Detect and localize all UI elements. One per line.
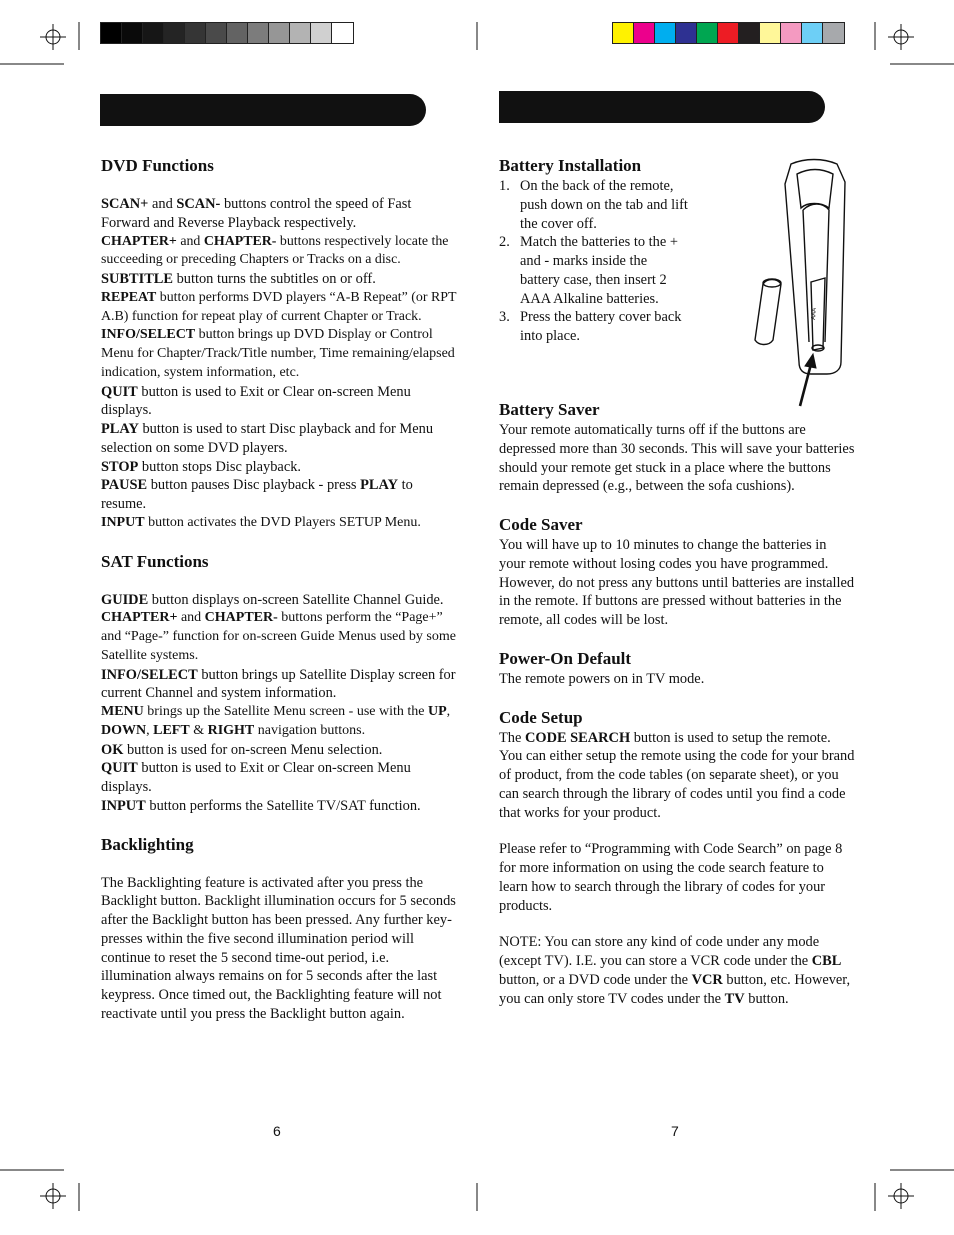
sat-functions-heading: SAT Functions [101,551,209,571]
grayscale-swatch-strip [100,22,354,44]
battery-step: 3. Press the battery cover back into place. [499,309,682,344]
battery-label: AAA [811,307,818,321]
stop-paragraph: STOP button stops Disc playback. [101,458,302,475]
code-search-reference-paragraph: Please refer to “Programming with Code Search” on page 8 for more information on using the code search feature to learn how to search through the library of codes for your products. [499,841,843,914]
sat-input-paragraph: INPUT button performs the Satellite TV/SAT function. [101,797,421,814]
scan-paragraph: SCAN+ and SCAN- buttons control the speed of Fast Forward and Reverse Playback respectively. [101,196,412,231]
ok-paragraph: OK button is used for on-screen Menu selection. [101,741,383,758]
backlighting-heading: Backlighting [101,834,194,854]
gray-swatch [185,23,206,43]
guide-paragraph: GUIDE button displays on-screen Satellite Channel Guide. [101,591,444,608]
subtitle-paragraph: SUBTITLE button turns the subtitles on or off. [101,271,376,287]
gray-swatch [227,23,248,43]
battery-installation-heading: Battery Installation [499,156,642,175]
battery-step: 1. On the back of the remote, push down on the tab and lift the cover off. [499,178,688,232]
battery-steps-list [499,177,689,346]
color-swatch [823,23,844,43]
page-number-right: 7 [671,1123,679,1139]
pause-paragraph: PAUSE button pauses Disc playback - press PLAY to resume. [101,477,413,512]
battery-step: 2. Match the batteries to the + and - marks inside the battery case, then insert 2 AAA Alkaline batteries. [499,234,678,307]
code-saver-section [499,514,855,630]
sat-chapter-paragraph: CHAPTER+ and CHAPTER- buttons perform the “Page+” and “Page-” function for on-screen Guide Menus used by some Satellite systems. [101,610,456,663]
menu-paragraph: MENU brings up the Satellite Menu screen - use with the UP, DOWN, LEFT & RIGHT navigation buttons. [101,704,451,738]
gray-swatch [248,23,269,43]
gray-swatch [332,23,353,43]
power-on-default-section [499,648,855,689]
sat-quit-paragraph: QUIT button is used to Exit or Clear on-screen Menu displays. [101,760,411,795]
color-swatch [697,23,718,43]
color-swatch [781,23,802,43]
code-setup-heading: Code Setup [499,707,583,727]
input-paragraph: INPUT button activates the DVD Players SETUP Menu. [101,514,421,530]
gray-swatch [122,23,143,43]
remote-battery-illustration [745,152,855,412]
chapter-paragraph: CHAPTER+ and CHAPTER- buttons respectively locate the succeeding or preceding Chapters or Tracks on a disc. [101,233,449,268]
page-number-left: 6 [273,1123,281,1139]
dvd-functions-heading: DVD Functions [101,156,214,175]
code-setup-section [499,707,855,1009]
left-column [101,155,461,1042]
color-swatch [739,23,760,43]
gray-swatch [269,23,290,43]
gray-swatch [143,23,164,43]
color-swatch-strip [612,22,845,44]
gray-swatch [101,23,122,43]
gray-swatch [290,23,311,43]
right-header-bar [499,91,825,123]
code-note-paragraph: NOTE: You can store any kind of code under any mode (except TV). I.E. you can store a VCR code under the CBL button, or a DVD code under the VCR button, etc. However, you can only store TV codes under the TV button. [499,934,851,1007]
color-swatch [655,23,676,43]
power-on-default-paragraph: The remote powers on in TV mode. [499,670,705,687]
gray-swatch [164,23,185,43]
color-swatch [613,23,634,43]
color-swatch [760,23,781,43]
battery-saver-section [499,399,855,496]
backlighting-section [101,834,461,1024]
code-setup-paragraph: The CODE SEARCH button is used to setup the remote. You can either setup the remote using the code for your brand of product, from the code tables (on separate sheet), or you can search through the library of codes until you find a code that works for your product. [499,729,855,821]
battery-saver-paragraph: Your remote automatically turns off if the buttons are depressed more than 30 seconds. This will save your batteries should your remote get stuck in a place where the buttons remain depressed (e.g., between the sofa cushions). [499,422,855,495]
color-swatch [634,23,655,43]
power-on-default-heading: Power-On Default [499,648,632,668]
gray-swatch [311,23,332,43]
info-select-paragraph: INFO/SELECT button brings up DVD Display or Control Menu for Chapter/Track/Title number, Time remaining/elapsed indication, system information, etc. [101,327,455,380]
backlighting-paragraph: The Backlighting feature is activated after you press the Backlight button. Backlight illumination occurs for 5 seconds after the Backlight button has been pressed. Any further key-presses within the five second illumination period will continue to reset the 5 second time-out period, i.e. illumination always remains on for 5 seconds after the last keypress. Once timed out, the Backlighting feature will not reactivate until you press the Backlight button again. [101,874,456,1022]
code-saver-paragraph: You will have up to 10 minutes to change the batteries in your remote without losing codes you have programmed. However, do not press any buttons until batteries are installed in the remote. If buttons are pressed without batteries in the remote, all codes will be lost. [499,537,855,628]
color-swatch [718,23,739,43]
color-swatch [676,23,697,43]
color-swatch [802,23,823,43]
dvd-functions-section [101,155,461,533]
sat-functions-section [101,551,461,816]
code-saver-heading: Code Saver [499,515,583,534]
battery-saver-heading: Battery Saver [499,400,600,419]
left-header-bar [100,94,426,126]
quit-paragraph: QUIT button is used to Exit or Clear on-screen Menu displays. [101,383,411,419]
gray-swatch [206,23,227,43]
repeat-paragraph: REPEAT button performs DVD players “A-B Repeat” (or RPT A.B) function for repeat play of current Chapter or Track. [101,289,457,324]
sat-info-paragraph: INFO/SELECT button brings up Satellite Display screen for current Channel and system information. [101,666,456,702]
play-paragraph: PLAY button is used to start Disc playback and for Menu selection on some DVD players. [101,421,434,456]
